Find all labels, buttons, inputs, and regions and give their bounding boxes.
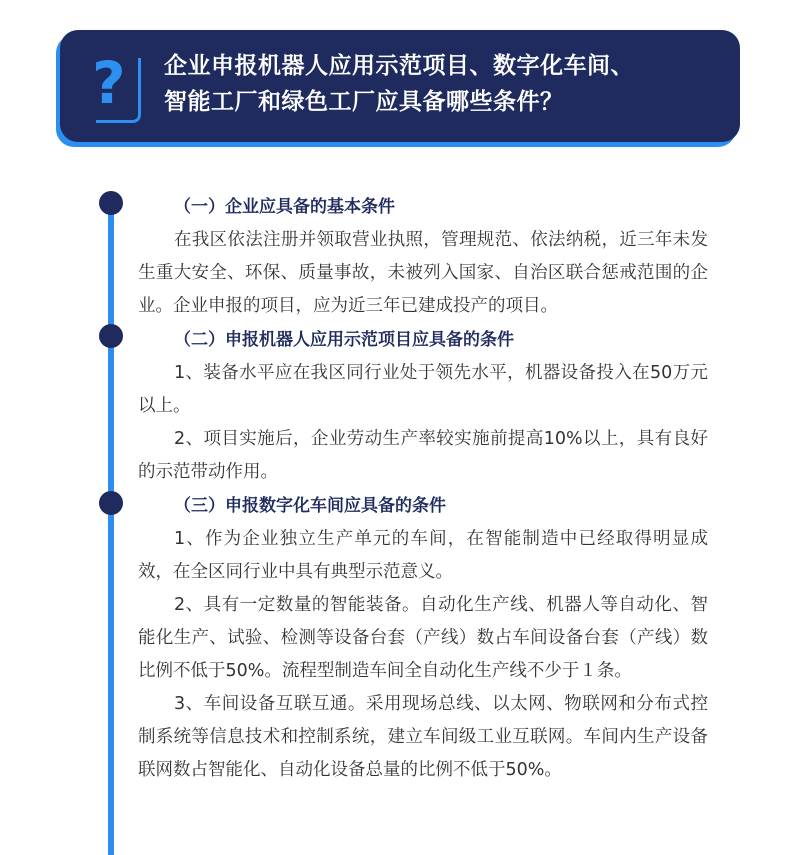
- title-line-1: 企业申报机器人应用示范项目、数字化车间、: [164, 53, 634, 79]
- section-title: （一）企业应具备的基本条件: [174, 197, 395, 217]
- content: [138, 190, 708, 787]
- paragraph: 2、项目实施后，企业劳动生产率较实施前提高10%以上，具有良好的示范带动作用。: [138, 429, 708, 482]
- paragraph: 1、装备水平应在我区同行业处于领先水平，机器设备投入在50万元以上。: [138, 363, 708, 416]
- timeline-line: [108, 200, 114, 855]
- section-title: （三）申报数字化车间应具备的条件: [174, 496, 446, 516]
- timeline-dot-2: [99, 324, 123, 348]
- paragraph: 在我区依法注册并领取营业执照，管理规范、依法纳税，近三年未发生重大安全、环保、质量事故，未被列入国家、自治区联合惩戒范围的企业。企业申报的项目，应为近三年已建成投产的项目。: [138, 230, 708, 316]
- timeline-dot-3: [99, 491, 123, 515]
- title-line-2: 智能工厂和绿色工厂应具备哪些条件？: [164, 89, 564, 115]
- header-card: [60, 30, 740, 142]
- section-3: [138, 489, 708, 787]
- section-2: [138, 323, 708, 489]
- section-title: （二）申报机器人应用示范项目应具备的条件: [174, 330, 514, 350]
- question-mark-icon: ?: [90, 52, 138, 120]
- page-title: [164, 48, 634, 120]
- section-1: [138, 190, 708, 323]
- paragraph: 2、具有一定数量的智能装备。自动化生产线、机器人等自动化、智能化生产、试验、检测等设备台套（产线）数占车间设备台套（产线）数比例不低于50%。流程型制造车间全自动化生产线不少于１条。: [138, 595, 708, 681]
- paragraph: 3、车间设备互联互通。采用现场总线、以太网、物联网和分布式控制系统等信息技术和控制系统，建立车间级工业互联网。车间内生产设备联网数占智能化、自动化设备总量的比例不低于50%。: [138, 694, 708, 780]
- paragraph: 1、作为企业独立生产单元的车间，在智能制造中已经取得明显成效，在全区同行业中具有典型示范意义。: [138, 529, 708, 582]
- timeline-dot-1: [99, 191, 123, 215]
